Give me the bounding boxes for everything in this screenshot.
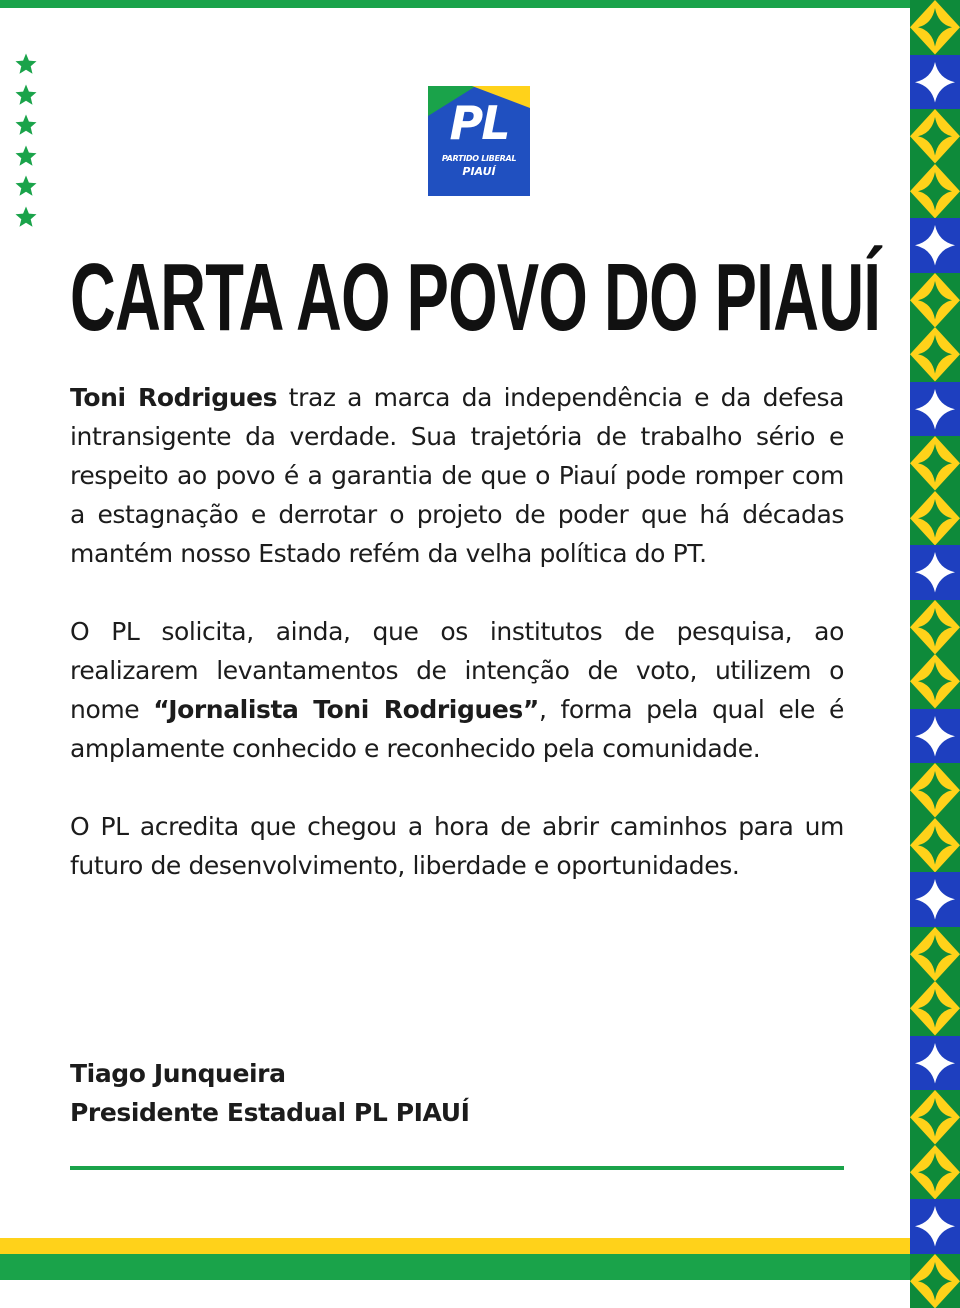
four-point-star-icon <box>910 55 960 110</box>
green-divider <box>70 1166 844 1170</box>
four-point-star-icon <box>910 436 960 491</box>
pattern-tile <box>910 1199 960 1254</box>
paragraph-2 <box>70 612 844 768</box>
star-column <box>14 52 42 236</box>
pattern-tile <box>910 436 960 491</box>
pattern-tile <box>910 872 960 927</box>
signature-block <box>70 1054 844 1132</box>
pattern-tile <box>910 600 960 655</box>
four-point-star-icon <box>910 327 960 382</box>
four-point-star-icon <box>910 654 960 709</box>
pattern-tile <box>910 927 960 982</box>
pattern-tile <box>910 654 960 709</box>
pattern-tile <box>910 218 960 273</box>
signature-name: Tiago Junqueira <box>70 1054 844 1093</box>
four-point-star-icon <box>910 1036 960 1091</box>
paragraph-1-text: traz a marca da independência e da defesa intransigente da verdade. Sua trajetória de trabalho sério e respeito ao povo é a garantia de que o Piauí pode romper com a estagnação e derrotar o projeto de poder que há décadas mantém nosso Estado refém da velha política do PT. <box>70 383 844 568</box>
pl-logo <box>428 86 530 196</box>
four-point-star-icon <box>910 545 960 600</box>
logo-state: PIAUÍ <box>428 165 530 178</box>
pattern-tile <box>910 164 960 219</box>
four-point-star-icon <box>910 491 960 546</box>
paragraph-2-text-after: , forma pela qual ele é amplamente conhecido e reconhecido pela comunidade. <box>70 695 844 763</box>
four-point-star-icon <box>910 1199 960 1254</box>
bottom-yellow-stripe <box>0 1238 910 1254</box>
paragraph-3-text: O PL acredita que chegou a hora de abrir caminhos para um futuro de desenvolvimento, liberdade e oportunidades. <box>70 812 844 880</box>
pattern-tile <box>910 709 960 764</box>
four-point-star-icon <box>910 109 960 164</box>
pattern-tile <box>910 491 960 546</box>
pattern-tile <box>910 1036 960 1091</box>
four-point-star-icon <box>910 927 960 982</box>
four-point-star-icon <box>910 981 960 1036</box>
pattern-tile <box>910 981 960 1036</box>
star-icon <box>14 205 38 229</box>
flag-pattern-border <box>910 0 960 1280</box>
pattern-tile <box>910 1090 960 1145</box>
star-icon <box>14 144 38 168</box>
pattern-tile <box>910 1254 960 1308</box>
bottom-green-stripe <box>0 1254 910 1280</box>
four-point-star-icon <box>910 1145 960 1200</box>
pattern-tile <box>910 818 960 873</box>
letter-body <box>70 378 844 924</box>
pattern-tile <box>910 763 960 818</box>
top-green-stripe <box>0 0 910 8</box>
pattern-tile <box>910 1145 960 1200</box>
four-point-star-icon <box>910 600 960 655</box>
star-icon <box>14 174 38 198</box>
paragraph-2-text-before: O PL solicita, ainda, que os institutos de pesquisa, ao realizarem levantamentos de intenção de voto, utilizem o nome <box>70 617 844 724</box>
four-point-star-icon <box>910 872 960 927</box>
pattern-tile <box>910 0 960 55</box>
paragraph-1 <box>70 378 844 573</box>
star-icon <box>14 52 38 76</box>
paragraph-3 <box>70 807 844 885</box>
pattern-tile <box>910 109 960 164</box>
candidate-name: Toni Rodrigues <box>70 383 277 412</box>
star-icon <box>14 113 38 137</box>
four-point-star-icon <box>910 273 960 328</box>
star-icon <box>14 83 38 107</box>
four-point-star-icon <box>910 0 960 55</box>
pattern-tile <box>910 55 960 110</box>
logo-party-name: PARTIDO LIBERAL <box>428 154 530 163</box>
four-point-star-icon <box>910 382 960 437</box>
four-point-star-icon <box>910 763 960 818</box>
four-point-star-icon <box>910 709 960 764</box>
pattern-tile <box>910 545 960 600</box>
four-point-star-icon <box>910 1090 960 1145</box>
four-point-star-icon <box>910 1254 960 1308</box>
signature-role: Presidente Estadual PL PIAUÍ <box>70 1093 844 1132</box>
logo-mark: PL <box>428 100 530 146</box>
four-point-star-icon <box>910 218 960 273</box>
bottom-flag-stripes <box>0 1238 910 1280</box>
ballot-name: “Jornalista Toni Rodrigues” <box>153 695 539 724</box>
pattern-tile <box>910 382 960 437</box>
four-point-star-icon <box>910 164 960 219</box>
four-point-star-icon <box>910 818 960 873</box>
page-title: CARTA AO POVO DO PIAUÍ <box>70 250 585 346</box>
pattern-tile <box>910 327 960 382</box>
pattern-tile <box>910 273 960 328</box>
